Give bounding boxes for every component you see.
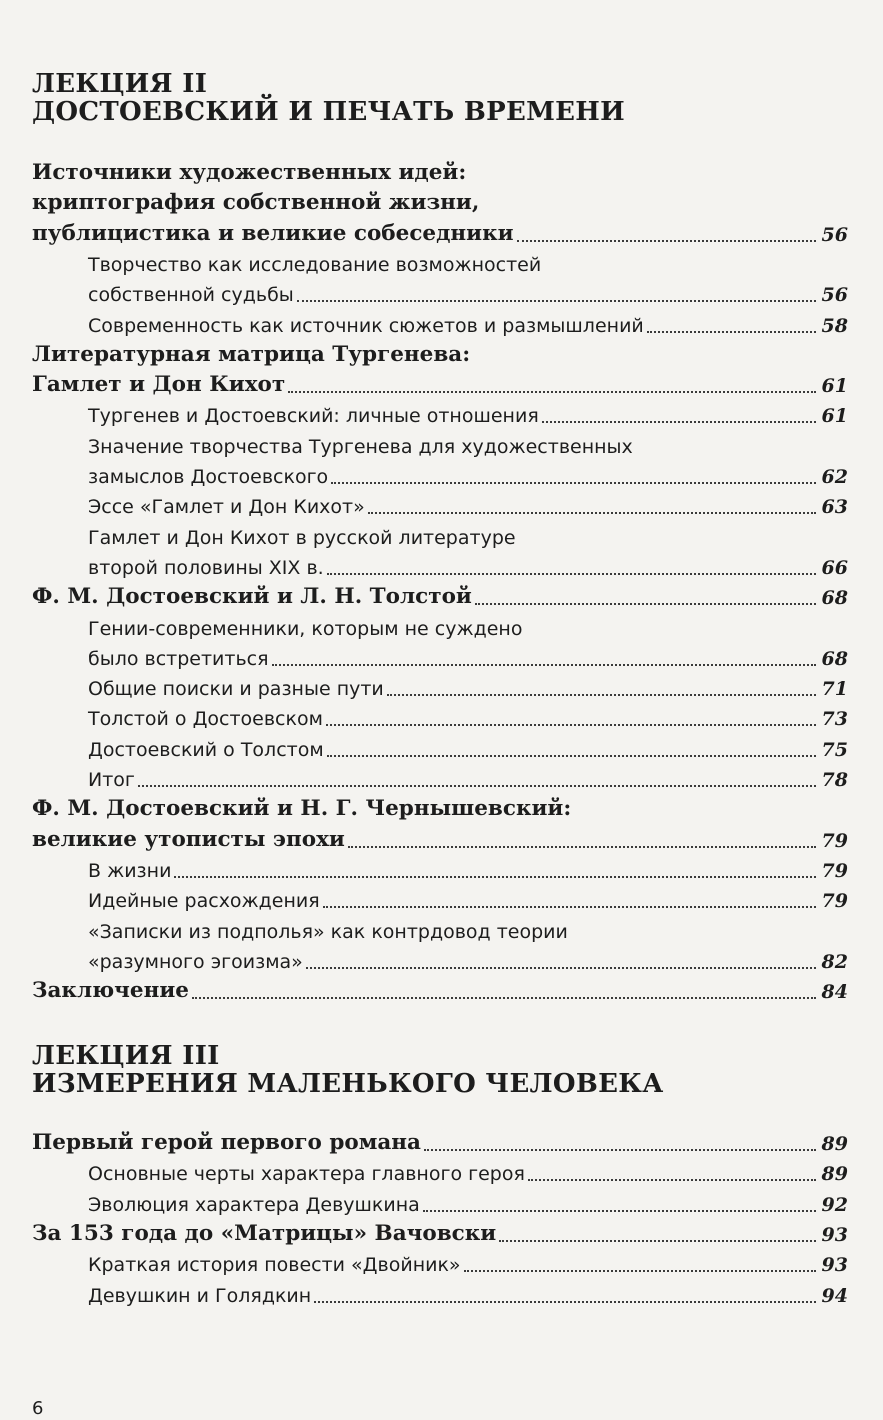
toc-page-number: 93: [821, 1254, 848, 1277]
toc-entry-text: Первый герой первого романа: [32, 1130, 421, 1155]
toc-chapter-row: [0, 340, 883, 370]
toc-entry-text: Значение творчества Тургенева для художественных: [88, 435, 633, 458]
toc-entry-text: Гамлет и Дон Кихот: [32, 372, 286, 398]
toc-entry-text: Ф. М. Достоевский и Н. Г. Чернышевский:: [32, 796, 572, 822]
toc-page-number: 89: [821, 1133, 848, 1155]
toc-leader-dots: [368, 512, 816, 514]
lecture-2-title: ДОСТОЕВСКИЙ И ПЕЧАТЬ ВРЕМЕНИ: [32, 97, 626, 127]
toc-entry-text: В жизни: [88, 859, 172, 882]
toc-page-number: 78: [821, 769, 848, 791]
toc-entry-text: криптография собственной жизни,: [32, 190, 480, 216]
toc-section-row: [0, 734, 883, 764]
toc-page-number: 68: [821, 587, 848, 610]
toc-leader-dots: [174, 876, 816, 878]
toc-entry-text: публицистика и великие собеседники: [32, 220, 514, 246]
lecture-2-heading: [32, 70, 625, 126]
toc-section-row: [0, 885, 883, 915]
toc-entry-text: Достоевский о Толстом: [88, 738, 324, 761]
toc-leader-dots: [424, 1149, 816, 1151]
toc-entry-text: За 153 года до «Матрицы» Вачовски: [32, 1220, 497, 1246]
toc-page-number: 56: [821, 223, 848, 246]
lecture-3-title: ИЗМЕРЕНИЯ МАЛЕНЬКОГО ЧЕЛОВЕКА: [32, 1069, 664, 1099]
toc-section-row: [0, 1280, 883, 1310]
toc-chapter-row: [0, 825, 883, 855]
toc-entry-text: было встретиться: [88, 647, 269, 670]
toc-page-number: 61: [821, 405, 848, 428]
toc-section-row: [0, 916, 883, 946]
toc-leader-dots: [528, 1179, 816, 1181]
toc-entry-text: Литературная матрица Тургенева:: [32, 341, 471, 367]
toc-page-number: 92: [821, 1193, 848, 1216]
toc-section-row: [0, 552, 883, 582]
toc-entry-text: Эссе «Гамлет и Дон Кихот»: [88, 496, 365, 519]
toc-leader-dots: [464, 1270, 816, 1272]
toc-section-row: [0, 400, 883, 430]
toc-chapter-row: [0, 1219, 883, 1249]
toc-entry-text: Краткая история повести «Двойник»: [88, 1254, 461, 1277]
toc-page-number: 63: [821, 496, 848, 519]
toc-entry-text: Гении-современники, которым не суждено: [88, 617, 523, 640]
toc-leader-dots: [192, 997, 816, 999]
toc-page-number: 79: [821, 829, 848, 852]
toc-section-row: [0, 1158, 883, 1188]
toc-leader-dots: [647, 331, 816, 333]
toc-entry-text: Общие поиски и разные пути: [88, 678, 384, 701]
toc-leader-dots: [314, 1301, 816, 1303]
toc-section-row: [0, 310, 883, 340]
toc-entry-text: Ф. М. Достоевский и Л. Н. Толстой: [32, 584, 472, 610]
toc-chapter-row: [0, 370, 883, 400]
toc-entry-text: Девушкин и Голядкин: [88, 1284, 312, 1307]
lecture-2-number: ЛЕКЦИЯ II: [32, 69, 208, 99]
toc-chapter-row: [0, 1128, 883, 1158]
toc-leader-dots: [323, 906, 816, 908]
toc-chapter-row: [0, 188, 883, 218]
toc-leader-dots: [542, 421, 816, 423]
toc-chapter-row: [0, 976, 883, 1006]
toc-section-row: [0, 764, 883, 794]
toc-entry-text: Эволюция характера Девушкина: [88, 1193, 420, 1216]
toc-section-row: [0, 522, 883, 552]
toc-page-number: 71: [821, 678, 848, 701]
toc-page-number: 58: [821, 314, 848, 337]
toc-page-number: 89: [821, 1163, 848, 1186]
toc-entry-text: замыслов Достоевского: [88, 466, 329, 488]
toc-section-row: [0, 855, 883, 885]
toc-leader-dots: [138, 785, 816, 787]
toc-page-number: 68: [821, 647, 848, 670]
toc-section-row: [0, 613, 883, 643]
toc-page-number: 79: [821, 859, 848, 882]
toc-entry-text: Идейные расхождения: [88, 890, 320, 913]
toc-page-number: 94: [821, 1284, 848, 1307]
toc-leader-dots: [499, 1240, 816, 1242]
toc-entry-text: «разумного эгоизма»: [88, 950, 303, 973]
toc-entry-text: Итог: [88, 769, 135, 791]
toc-page-number: 75: [821, 738, 848, 761]
toc-leader-dots: [326, 724, 816, 726]
toc-page-number: 62: [821, 466, 848, 488]
toc-leader-dots: [327, 573, 816, 575]
toc-section-row: [0, 249, 883, 279]
toc-entry-text: «Записки из подполья» как контрдовод теории: [88, 920, 568, 943]
toc-page-number: 79: [821, 890, 848, 913]
toc-leader-dots: [387, 694, 816, 696]
toc-leader-dots: [348, 846, 816, 848]
toc-page-number: 61: [821, 375, 848, 398]
toc-leader-dots: [297, 300, 816, 302]
toc-entry-text: Заключение: [32, 978, 189, 1004]
toc-leader-dots: [475, 603, 816, 605]
toc-page-number: 84: [821, 981, 848, 1004]
toc-entry-text: Тургенев и Достоевский: личные отношения: [88, 405, 539, 428]
toc-entry-text: Толстой о Достоевском: [88, 708, 323, 731]
toc-chapter-row: [0, 582, 883, 612]
toc-entry-text: второй половины XIX в.: [88, 556, 324, 579]
toc-entry-text: великие утописты эпохи: [32, 826, 345, 852]
toc-page-number: 93: [821, 1223, 848, 1246]
toc-entry-text: Творчество как исследование возможностей: [88, 253, 542, 276]
toc-leader-dots: [288, 391, 816, 393]
toc-chapter-row: [0, 794, 883, 824]
toc-section-row: [0, 946, 883, 976]
toc-section-row: [0, 1189, 883, 1219]
toc-page-number: 66: [821, 556, 848, 579]
toc-section-row: [0, 1249, 883, 1279]
toc-section-row: [0, 703, 883, 733]
toc-section-row: [0, 643, 883, 673]
toc-leader-dots: [272, 664, 816, 666]
page-number: 6: [32, 1398, 44, 1419]
toc-chapter-row: [0, 158, 883, 188]
toc-section-row: [0, 673, 883, 703]
toc-entry-text: Гамлет и Дон Кихот в русской литературе: [88, 526, 516, 549]
toc-section-row: [0, 461, 883, 491]
toc-section-row: [0, 279, 883, 309]
toc-leader-dots: [517, 240, 816, 242]
lecture-3-heading: [32, 1042, 664, 1098]
toc-entry-text: собственной судьбы: [88, 284, 294, 307]
toc-entry-text: Основные черты характера главного героя: [88, 1163, 525, 1186]
toc-leader-dots: [306, 967, 816, 969]
toc-leader-dots: [423, 1210, 816, 1212]
toc-entry-text: Источники художественных идей:: [32, 160, 467, 185]
toc-entry-text: Современность как источник сюжетов и размышлений: [88, 314, 644, 337]
toc-leader-dots: [327, 755, 816, 757]
toc-section-row: [0, 491, 883, 521]
toc-leader-dots: [331, 482, 816, 484]
toc-page-number: 73: [821, 708, 848, 731]
toc-chapter-row: [0, 219, 883, 249]
lecture-3-number: ЛЕКЦИЯ III: [32, 1041, 220, 1071]
toc-page-number: 56: [821, 284, 848, 307]
toc-section-row: [0, 431, 883, 461]
toc-page-number: 82: [821, 950, 848, 973]
